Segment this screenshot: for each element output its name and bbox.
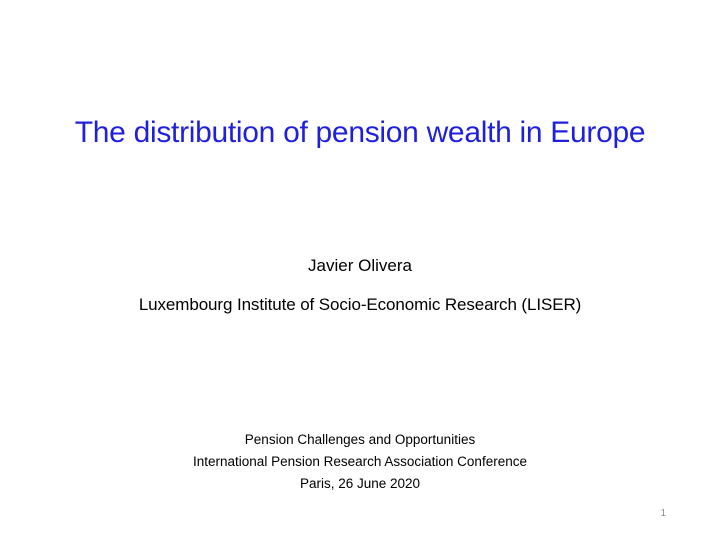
page-number: 1 (660, 508, 666, 519)
event-line-session: Pension Challenges and Opportunities (244, 432, 476, 447)
event-info (60, 429, 660, 495)
event-line-conference: International Pension Research Association Conference (193, 454, 527, 469)
slide-title: The distribution of pension wealth in Europe (74, 116, 646, 149)
author-affiliation: Luxembourg Institute of Socio-Economic Research (LISER) (138, 295, 582, 314)
author-name: Javier Olivera (308, 256, 412, 275)
event-line-place-date: Paris, 26 June 2020 (299, 476, 421, 491)
